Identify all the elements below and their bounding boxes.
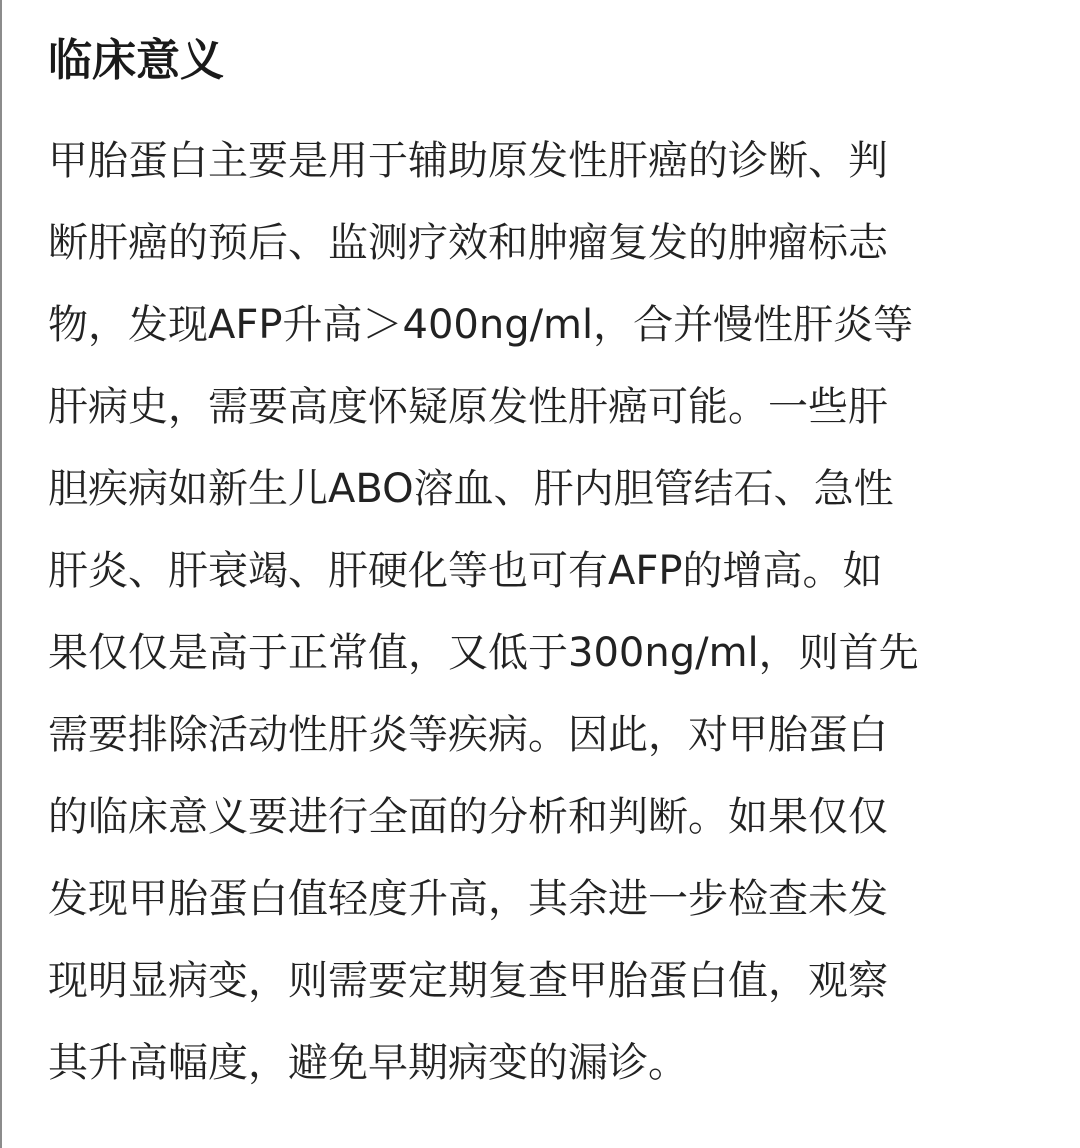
article xyxy=(48,26,1048,1104)
body-paragraph xyxy=(48,120,1048,1104)
paragraph-line: 其升高幅度，避免早期病变的漏诊。 xyxy=(48,1040,688,1086)
paragraph-line: 果仅仅是高于正常值，又低于300ng/ml，则首先 xyxy=(48,630,919,676)
paragraph-line: 物，发现AFP升高＞400ng/ml，合并慢性肝炎等 xyxy=(48,302,914,348)
paragraph-line: 断肝癌的预后、监测疗效和肿瘤复发的肿瘤标志 xyxy=(48,220,888,266)
paragraph-line: 肝病史，需要高度怀疑原发性肝癌可能。一些肝 xyxy=(48,384,888,430)
paragraph-line: 胆疾病如新生儿ABO溶血、肝内胆管结石、急性 xyxy=(48,466,894,512)
paragraph-line: 发现甲胎蛋白值轻度升高，其余进一步检查未发 xyxy=(48,876,888,922)
section-heading: 临床意义 xyxy=(48,35,224,86)
paragraph-line: 现明显病变，则需要定期复查甲胎蛋白值，观察 xyxy=(48,958,888,1004)
paragraph-line: 的临床意义要进行全面的分析和判断。如果仅仅 xyxy=(48,794,888,840)
paragraph-line: 需要排除活动性肝炎等疾病。因此，对甲胎蛋白 xyxy=(48,712,888,758)
paragraph-line: 肝炎、肝衰竭、肝硬化等也可有AFP的增高。如 xyxy=(48,548,883,594)
paragraph-line: 甲胎蛋白主要是用于辅助原发性肝癌的诊断、判 xyxy=(48,138,888,184)
left-border-line xyxy=(0,0,2,1148)
